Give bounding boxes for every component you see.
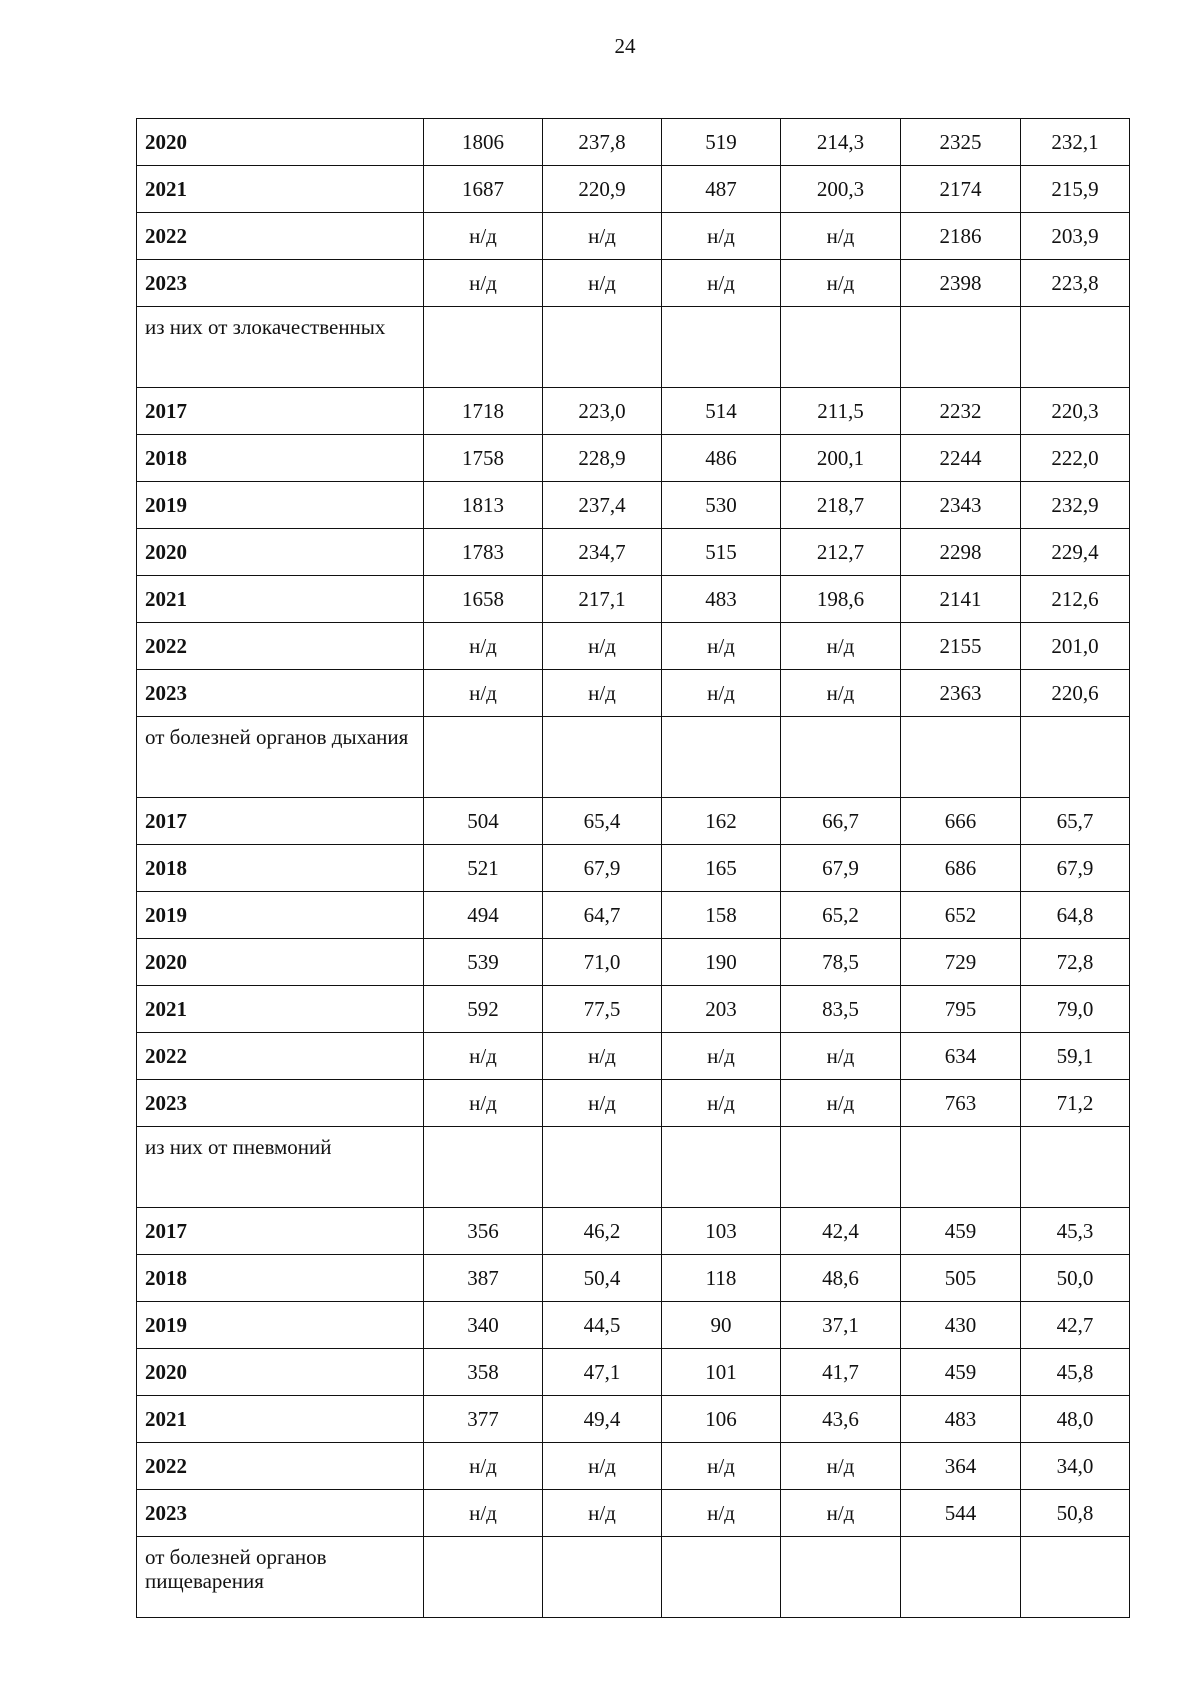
value-cell: 200,1 [781, 435, 901, 482]
value-cell: 530 [662, 482, 781, 529]
value-cell: 234,7 [543, 529, 662, 576]
year-cell: 2019 [137, 892, 424, 939]
value-cell: 795 [901, 986, 1021, 1033]
value-cell: 494 [424, 892, 543, 939]
value-cell: 2343 [901, 482, 1021, 529]
value-cell [781, 1537, 901, 1618]
value-cell: 459 [901, 1349, 1021, 1396]
statistics-table [136, 118, 1130, 1618]
section-header-row [137, 307, 1130, 388]
value-cell: 214,3 [781, 119, 901, 166]
year-cell: 2022 [137, 213, 424, 260]
value-cell: 215,9 [1021, 166, 1130, 213]
value-cell: н/д [781, 260, 901, 307]
value-cell: 66,7 [781, 798, 901, 845]
year-cell: 2018 [137, 435, 424, 482]
value-cell: 90 [662, 1302, 781, 1349]
value-cell: 220,6 [1021, 670, 1130, 717]
value-cell: 65,7 [1021, 798, 1130, 845]
table-row [137, 260, 1130, 307]
year-cell: 2020 [137, 939, 424, 986]
value-cell: 232,1 [1021, 119, 1130, 166]
value-cell: 2232 [901, 388, 1021, 435]
value-cell: 50,4 [543, 1255, 662, 1302]
value-cell: 229,4 [1021, 529, 1130, 576]
value-cell: н/д [424, 1490, 543, 1537]
value-cell: 37,1 [781, 1302, 901, 1349]
value-cell [543, 1537, 662, 1618]
table-row [137, 213, 1130, 260]
value-cell: 83,5 [781, 986, 901, 1033]
value-cell: 65,4 [543, 798, 662, 845]
value-cell: 201,0 [1021, 623, 1130, 670]
value-cell: н/д [543, 1080, 662, 1127]
table-row [137, 1208, 1130, 1255]
value-cell: 65,2 [781, 892, 901, 939]
value-cell [424, 717, 543, 798]
value-cell: 71,2 [1021, 1080, 1130, 1127]
table-row [137, 623, 1130, 670]
year-cell: 2022 [137, 623, 424, 670]
table-row [137, 529, 1130, 576]
value-cell: 47,1 [543, 1349, 662, 1396]
value-cell: 59,1 [1021, 1033, 1130, 1080]
value-cell: 48,6 [781, 1255, 901, 1302]
value-cell: 41,7 [781, 1349, 901, 1396]
value-cell: 634 [901, 1033, 1021, 1080]
value-cell: 2141 [901, 576, 1021, 623]
value-cell: 592 [424, 986, 543, 1033]
value-cell: 67,9 [543, 845, 662, 892]
value-cell [781, 717, 901, 798]
value-cell: 2298 [901, 529, 1021, 576]
value-cell: 43,6 [781, 1396, 901, 1443]
year-cell: 2018 [137, 1255, 424, 1302]
value-cell: 48,0 [1021, 1396, 1130, 1443]
value-cell: 72,8 [1021, 939, 1130, 986]
value-cell: 203 [662, 986, 781, 1033]
value-cell: 190 [662, 939, 781, 986]
section-label: от болезней органов дыхания [137, 717, 424, 798]
section-header-row [137, 1127, 1130, 1208]
year-cell: 2021 [137, 166, 424, 213]
value-cell: 1806 [424, 119, 543, 166]
value-cell [901, 1537, 1021, 1618]
value-cell: 387 [424, 1255, 543, 1302]
value-cell: 1813 [424, 482, 543, 529]
value-cell: н/д [424, 670, 543, 717]
value-cell: 686 [901, 845, 1021, 892]
year-cell: 2023 [137, 260, 424, 307]
value-cell: н/д [662, 1490, 781, 1537]
year-cell: 2022 [137, 1033, 424, 1080]
value-cell: 237,8 [543, 119, 662, 166]
value-cell: н/д [424, 213, 543, 260]
value-cell: 1783 [424, 529, 543, 576]
value-cell [662, 1537, 781, 1618]
value-cell [781, 1127, 901, 1208]
value-cell [424, 1127, 543, 1208]
value-cell: 377 [424, 1396, 543, 1443]
value-cell: н/д [543, 260, 662, 307]
year-cell: 2022 [137, 1443, 424, 1490]
value-cell: 2174 [901, 166, 1021, 213]
table-row [137, 845, 1130, 892]
value-cell: 232,9 [1021, 482, 1130, 529]
value-cell: 1658 [424, 576, 543, 623]
table-row [137, 1302, 1130, 1349]
value-cell: 504 [424, 798, 543, 845]
year-cell: 2017 [137, 388, 424, 435]
year-cell: 2017 [137, 1208, 424, 1255]
value-cell: 2398 [901, 260, 1021, 307]
value-cell: 64,8 [1021, 892, 1130, 939]
table-row [137, 670, 1130, 717]
value-cell: 45,3 [1021, 1208, 1130, 1255]
value-cell [901, 307, 1021, 388]
value-cell: н/д [543, 1443, 662, 1490]
table-row [137, 1443, 1130, 1490]
value-cell: 515 [662, 529, 781, 576]
table-row [137, 388, 1130, 435]
value-cell [1021, 1127, 1130, 1208]
value-cell: 212,7 [781, 529, 901, 576]
table-row [137, 119, 1130, 166]
value-cell: 49,4 [543, 1396, 662, 1443]
section-label: из них от злокачественных [137, 307, 424, 388]
value-cell: 46,2 [543, 1208, 662, 1255]
section-label: от болезней органов пищеварения [137, 1537, 424, 1618]
value-cell: 44,5 [543, 1302, 662, 1349]
value-cell [424, 307, 543, 388]
value-cell: 217,1 [543, 576, 662, 623]
value-cell: н/д [781, 1033, 901, 1080]
value-cell: 539 [424, 939, 543, 986]
value-cell: н/д [662, 1033, 781, 1080]
value-cell [543, 307, 662, 388]
value-cell [1021, 717, 1130, 798]
value-cell: 519 [662, 119, 781, 166]
value-cell: 228,9 [543, 435, 662, 482]
table-body [137, 119, 1130, 1618]
value-cell: 487 [662, 166, 781, 213]
value-cell: 42,7 [1021, 1302, 1130, 1349]
value-cell: 340 [424, 1302, 543, 1349]
value-cell: 483 [662, 576, 781, 623]
value-cell: 483 [901, 1396, 1021, 1443]
value-cell: н/д [662, 1080, 781, 1127]
value-cell [781, 307, 901, 388]
value-cell: 218,7 [781, 482, 901, 529]
value-cell: н/д [781, 670, 901, 717]
value-cell: 45,8 [1021, 1349, 1130, 1396]
value-cell: 505 [901, 1255, 1021, 1302]
value-cell: н/д [543, 670, 662, 717]
value-cell: 430 [901, 1302, 1021, 1349]
value-cell: 106 [662, 1396, 781, 1443]
section-header-row [137, 1537, 1130, 1618]
value-cell: 200,3 [781, 166, 901, 213]
year-cell: 2018 [137, 845, 424, 892]
page-number: 24 [614, 34, 636, 58]
table-row [137, 986, 1130, 1033]
table-row [137, 798, 1130, 845]
value-cell: н/д [781, 1443, 901, 1490]
value-cell: 666 [901, 798, 1021, 845]
value-cell: 514 [662, 388, 781, 435]
value-cell: 237,4 [543, 482, 662, 529]
value-cell: 356 [424, 1208, 543, 1255]
table-row [137, 1349, 1130, 1396]
table-row [137, 1080, 1130, 1127]
value-cell: 486 [662, 435, 781, 482]
value-cell: 364 [901, 1443, 1021, 1490]
value-cell [662, 1127, 781, 1208]
value-cell: 101 [662, 1349, 781, 1396]
value-cell: н/д [662, 623, 781, 670]
value-cell: 67,9 [781, 845, 901, 892]
value-cell: 729 [901, 939, 1021, 986]
value-cell: 223,8 [1021, 260, 1130, 307]
value-cell: 77,5 [543, 986, 662, 1033]
table-row [137, 576, 1130, 623]
table-row [137, 1255, 1130, 1302]
value-cell: 34,0 [1021, 1443, 1130, 1490]
year-cell: 2020 [137, 119, 424, 166]
value-cell: н/д [424, 1080, 543, 1127]
value-cell: 220,9 [543, 166, 662, 213]
year-cell: 2023 [137, 670, 424, 717]
value-cell: 162 [662, 798, 781, 845]
year-cell: 2021 [137, 986, 424, 1033]
value-cell: н/д [781, 213, 901, 260]
value-cell: 67,9 [1021, 845, 1130, 892]
year-cell: 2021 [137, 576, 424, 623]
value-cell [901, 717, 1021, 798]
value-cell: н/д [662, 1443, 781, 1490]
table-row [137, 1033, 1130, 1080]
year-cell: 2019 [137, 1302, 424, 1349]
year-cell: 2023 [137, 1490, 424, 1537]
value-cell: н/д [662, 260, 781, 307]
value-cell [901, 1127, 1021, 1208]
section-header-row [137, 717, 1130, 798]
value-cell: 2244 [901, 435, 1021, 482]
value-cell: 220,3 [1021, 388, 1130, 435]
value-cell: 652 [901, 892, 1021, 939]
value-cell [543, 717, 662, 798]
value-cell: н/д [424, 623, 543, 670]
value-cell: н/д [662, 670, 781, 717]
value-cell: 763 [901, 1080, 1021, 1127]
value-cell: 1758 [424, 435, 543, 482]
value-cell: 50,0 [1021, 1255, 1130, 1302]
value-cell: 78,5 [781, 939, 901, 986]
value-cell: 165 [662, 845, 781, 892]
year-cell: 2017 [137, 798, 424, 845]
value-cell [1021, 1537, 1130, 1618]
value-cell: 1687 [424, 166, 543, 213]
value-cell: 223,0 [543, 388, 662, 435]
value-cell: 521 [424, 845, 543, 892]
year-cell: 2023 [137, 1080, 424, 1127]
value-cell [662, 307, 781, 388]
value-cell: н/д [543, 1490, 662, 1537]
value-cell: 2155 [901, 623, 1021, 670]
value-cell: 212,6 [1021, 576, 1130, 623]
value-cell: н/д [543, 213, 662, 260]
value-cell: 222,0 [1021, 435, 1130, 482]
value-cell: 103 [662, 1208, 781, 1255]
value-cell: 64,7 [543, 892, 662, 939]
table-row [137, 939, 1130, 986]
table-row [137, 482, 1130, 529]
value-cell: н/д [543, 623, 662, 670]
value-cell: 1718 [424, 388, 543, 435]
value-cell: 2363 [901, 670, 1021, 717]
table-row [137, 892, 1130, 939]
value-cell [662, 717, 781, 798]
table-row [137, 166, 1130, 213]
value-cell [424, 1537, 543, 1618]
value-cell: 50,8 [1021, 1490, 1130, 1537]
value-cell: 203,9 [1021, 213, 1130, 260]
value-cell: 2325 [901, 119, 1021, 166]
value-cell: 71,0 [543, 939, 662, 986]
value-cell: н/д [424, 1033, 543, 1080]
year-cell: 2019 [137, 482, 424, 529]
value-cell [1021, 307, 1130, 388]
table-row [137, 435, 1130, 482]
value-cell: 118 [662, 1255, 781, 1302]
value-cell: н/д [781, 623, 901, 670]
value-cell: 42,4 [781, 1208, 901, 1255]
value-cell: 544 [901, 1490, 1021, 1537]
value-cell: 211,5 [781, 388, 901, 435]
table-row [137, 1490, 1130, 1537]
year-cell: 2020 [137, 1349, 424, 1396]
value-cell: н/д [543, 1033, 662, 1080]
value-cell: 79,0 [1021, 986, 1130, 1033]
year-cell: 2020 [137, 529, 424, 576]
value-cell: н/д [424, 1443, 543, 1490]
value-cell: н/д [662, 213, 781, 260]
value-cell: н/д [781, 1490, 901, 1537]
value-cell: н/д [424, 260, 543, 307]
value-cell: 358 [424, 1349, 543, 1396]
value-cell: 2186 [901, 213, 1021, 260]
table-row [137, 1396, 1130, 1443]
section-label: из них от пневмоний [137, 1127, 424, 1208]
value-cell [543, 1127, 662, 1208]
value-cell: 158 [662, 892, 781, 939]
value-cell: н/д [781, 1080, 901, 1127]
value-cell: 198,6 [781, 576, 901, 623]
value-cell: 459 [901, 1208, 1021, 1255]
year-cell: 2021 [137, 1396, 424, 1443]
